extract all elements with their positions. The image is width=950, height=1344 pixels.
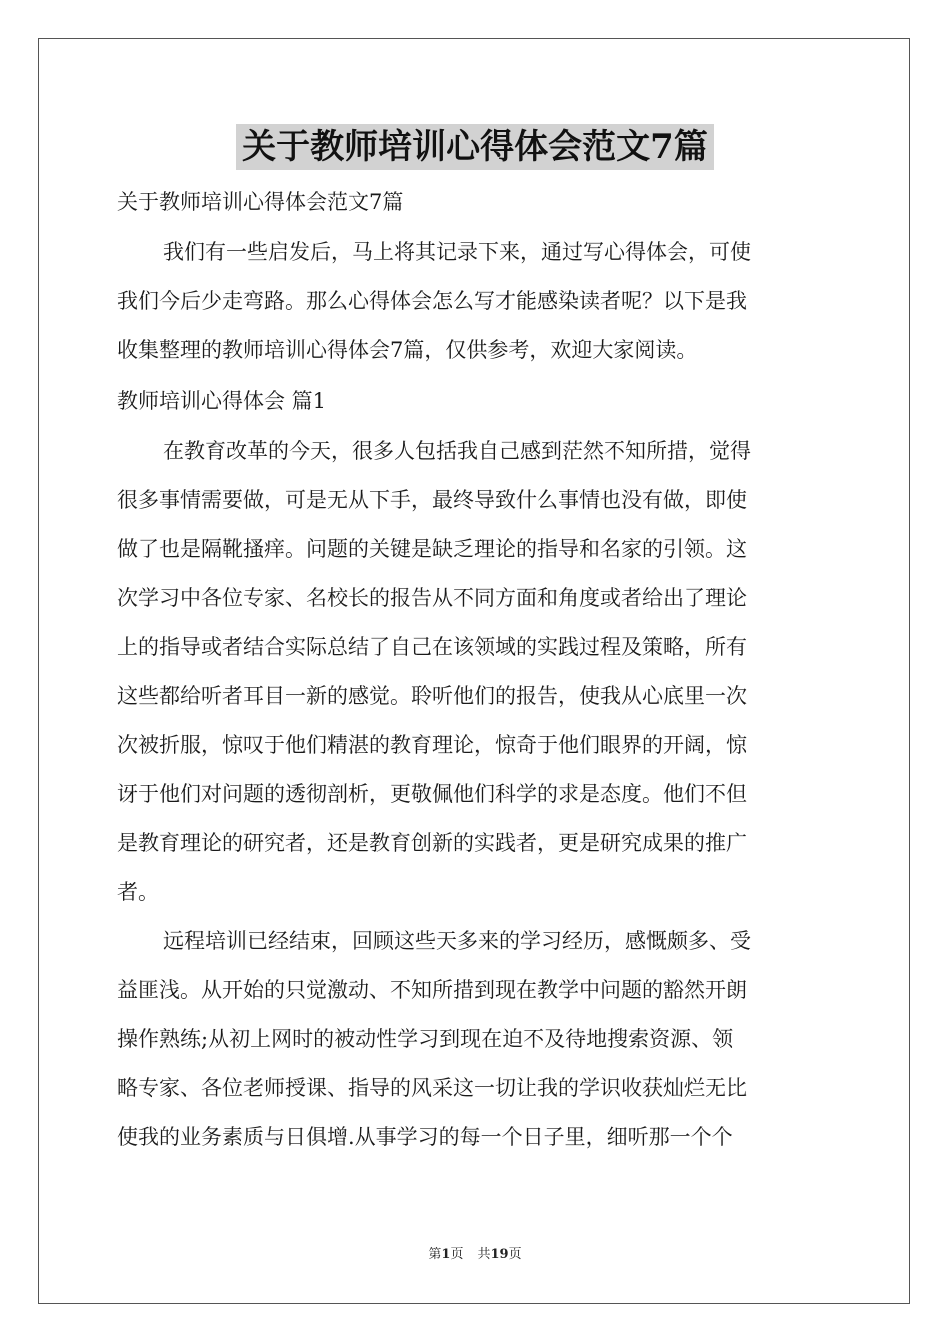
paragraph-line: 远程培训已经结束，回顾这些天多来的学习经历，感慨颇多、受 [163,929,751,953]
paragraph-line: 上的指导或者结合实际总结了自己在该领域的实践过程及策略，所有 [117,635,747,659]
total-prefix: 共 [477,1247,491,1262]
paragraph-line: 使我的业务素质与日俱增.从事学习的每一个日子里，细听那一个个 [117,1125,733,1149]
paragraph-line: 益匪浅。从开始的只觉激动、不知所措到现在教学中问题的豁然开朗 [117,978,747,1002]
page-suffix: 页 [450,1247,464,1262]
paragraph-line: 是教育理论的研究者，还是教育创新的实践者，更是研究成果的推广 [117,831,747,855]
paragraph-line: 者。 [117,880,159,904]
page-prefix: 第 [428,1247,442,1262]
section-heading: 教师培训心得体会 篇1 [117,389,327,413]
paragraph-line: 很多事情需要做，可是无从下手，最终导致什么事情也没有做，即使 [117,488,747,512]
paragraph-line: 我们有一些启发后，马上将其记录下来，通过写心得体会，可使 [163,240,751,264]
paragraph-line: 在教育改革的今天，很多人包括我自己感到茫然不知所措，觉得 [163,439,751,463]
paragraph-line: 收集整理的教师培训心得体会7篇，仅供参考，欢迎大家阅读。 [117,338,698,362]
document-title: 关于教师培训心得体会范文7篇 [236,124,714,170]
page-footer [0,1246,950,1264]
paragraph-line: 次被折服，惊叹于他们精湛的教育理论，惊奇于他们眼界的开阔，惊 [117,733,747,757]
paragraph-line: 我们今后少走弯路。那么心得体会怎么写才能感染读者呢？以下是我 [117,289,747,313]
paragraph-line: 操作熟练;从初上网时的被动性学习到现在迫不及待地搜索资源、领 [117,1027,734,1051]
paragraph-line: 略专家、各位老师授课、指导的风采这一切让我的学识收获灿烂无比 [117,1076,747,1100]
paragraph-line: 讶于他们对问题的透彻剖析，更敬佩他们科学的求是态度。他们不但 [117,782,747,806]
paragraph-line: 这些都给听者耳目一新的感觉。聆听他们的报告，使我从心底里一次 [117,684,747,708]
paragraph-line: 做了也是隔靴搔痒。问题的关键是缺乏理论的指导和名家的引领。这 [117,537,747,561]
total-pages: 19 [490,1247,509,1262]
document-body [117,176,837,1162]
page-number: 1 [441,1247,451,1262]
total-suffix: 页 [508,1247,522,1262]
title-container [0,124,950,170]
paragraph-line: 次学习中各位专家、名校长的报告从不同方面和角度或者给出了理论 [117,586,747,610]
section-heading: 关于教师培训心得体会范文7篇 [117,190,404,214]
